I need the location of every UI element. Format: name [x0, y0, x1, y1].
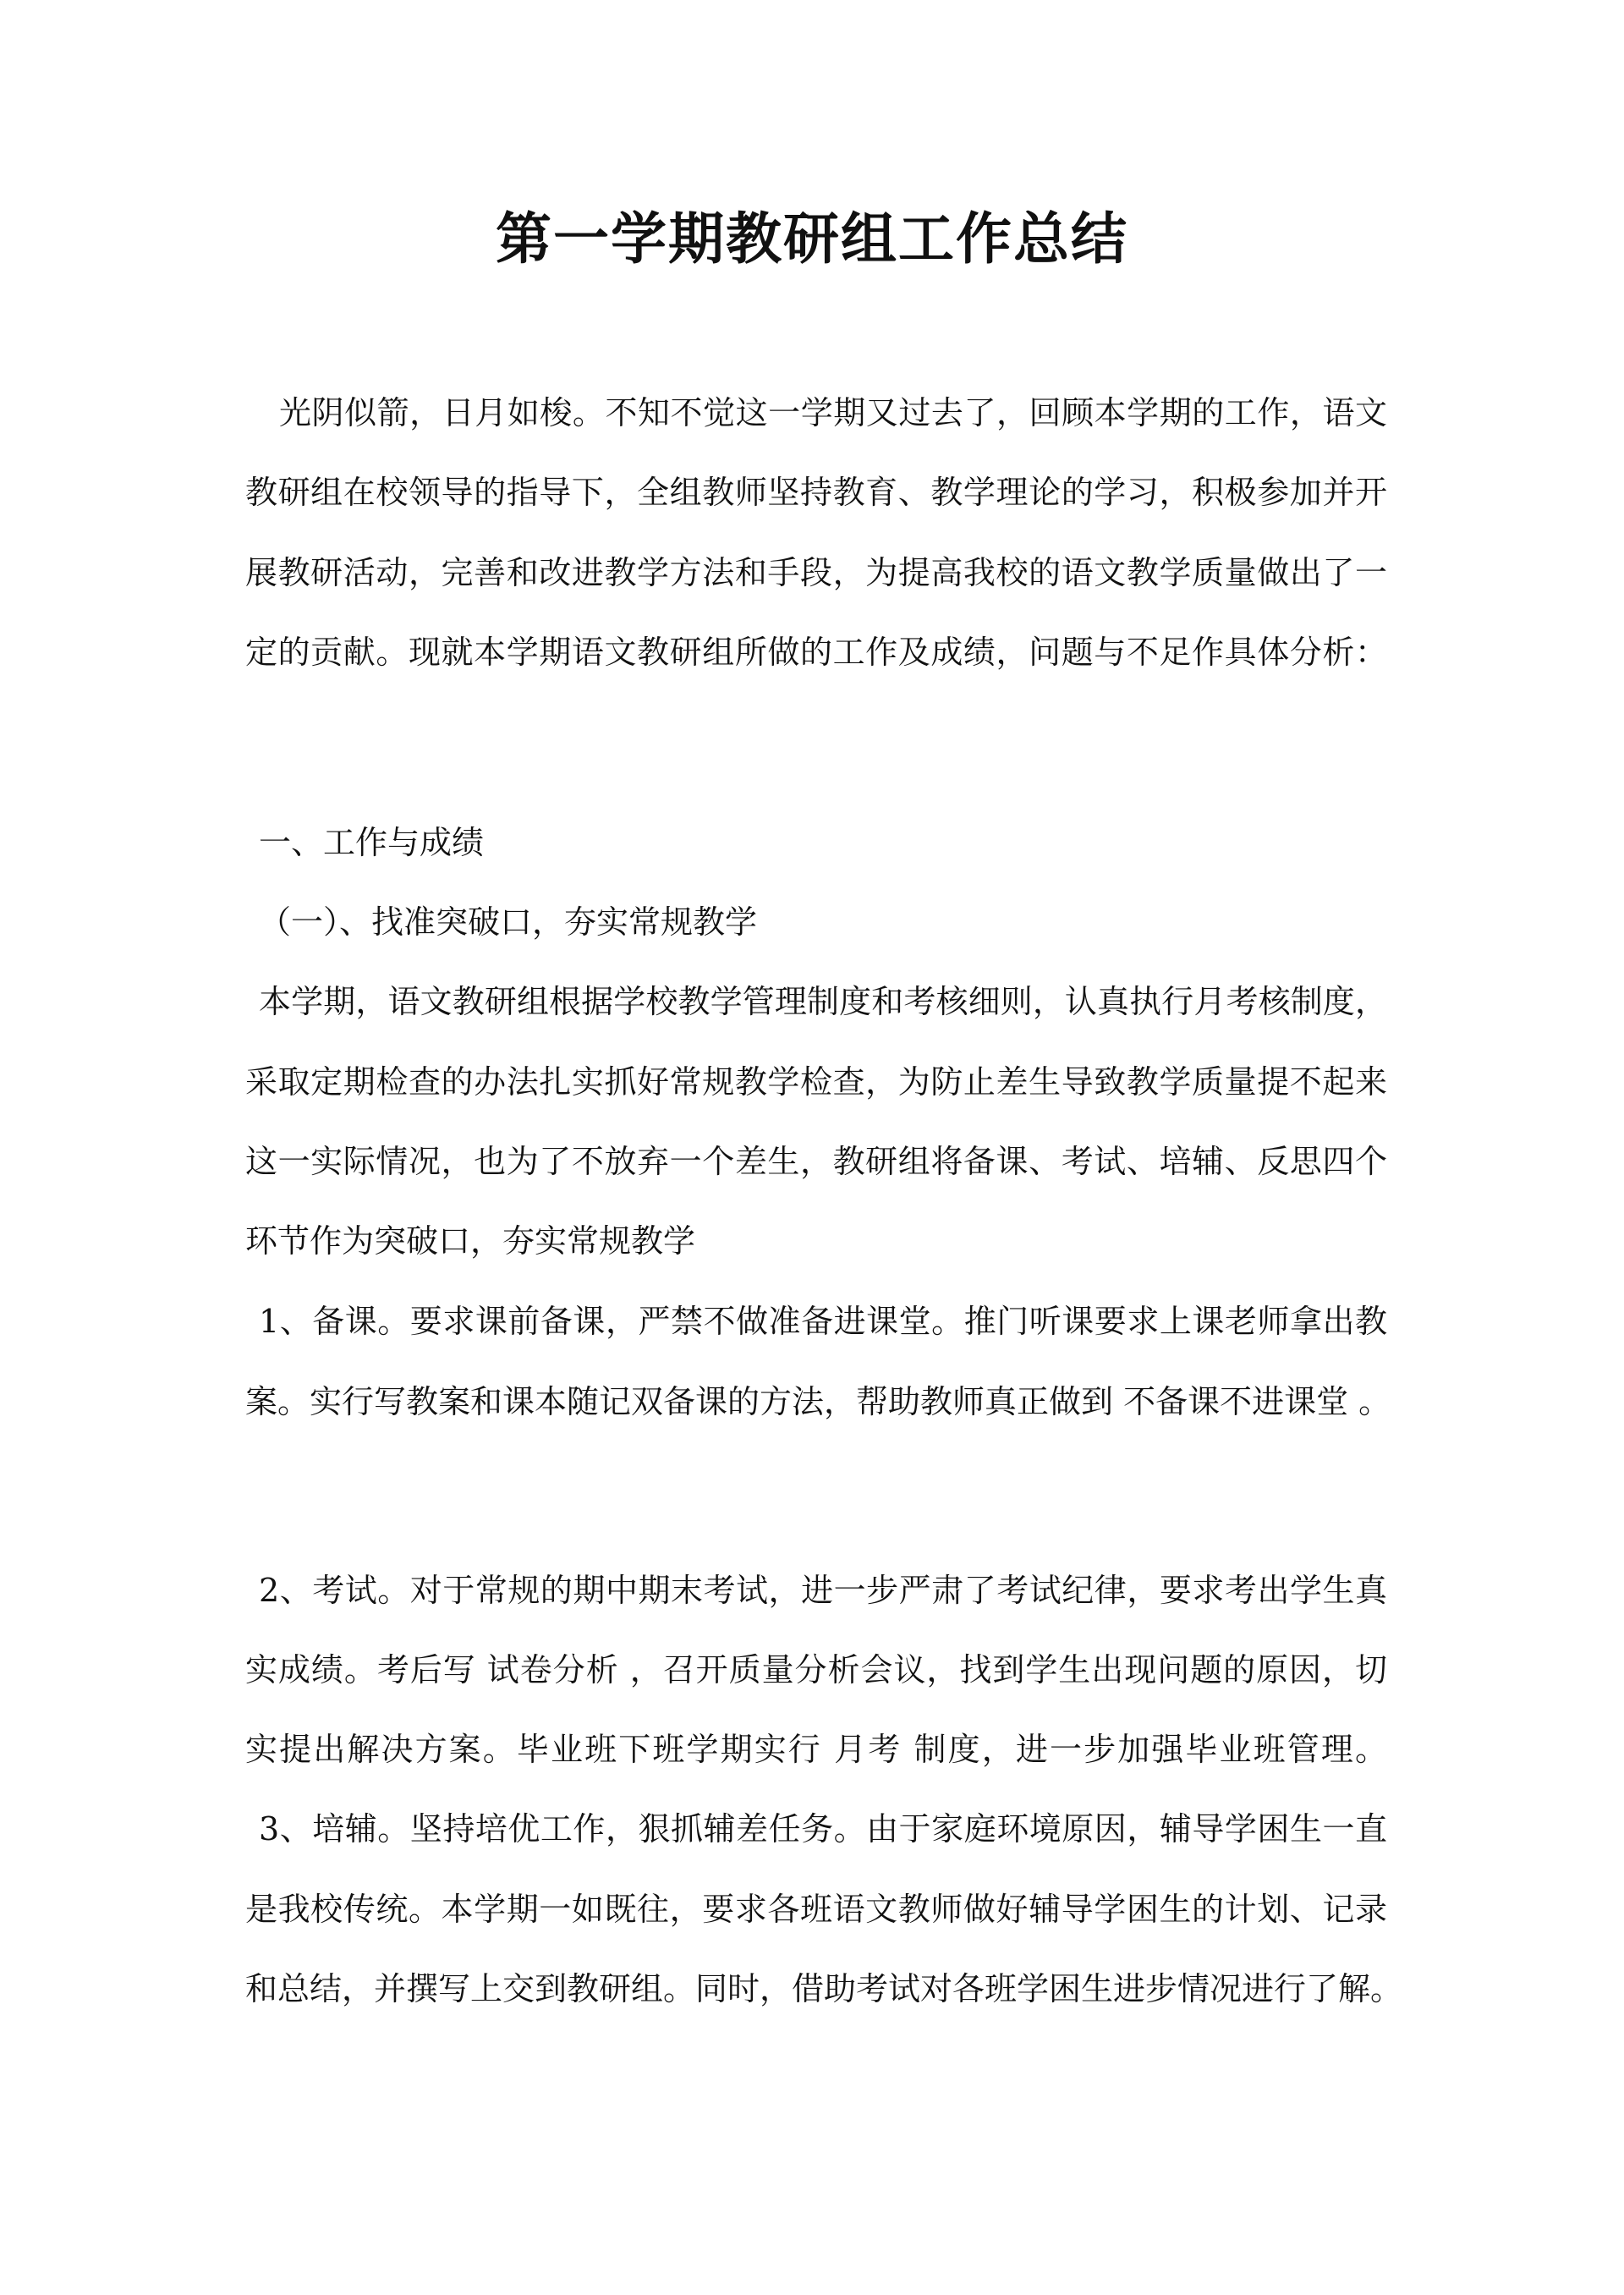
list-item-line: 1、备课。要求课前备课，严禁不做准备进课堂。推门听课要求上课老师拿出教: [259, 1303, 1387, 1340]
list-item-line: 2、考试。对于常规的期中期末考试，进一步严肃了考试纪律，要求考出学生真: [259, 1572, 1387, 1609]
list-item-line: 3、培辅。坚持培优工作，狠抓辅差任务。由于家庭环境原因，辅导学困生一直: [259, 1810, 1387, 1848]
list-item-line: 实成绩。考后写 试卷分析 ，召开质量分析会议，找到学生出现问题的原因，切: [245, 1651, 1387, 1688]
paragraph-line: 展教研活动，完善和改进教学方法和手段，为提高我校的语文教学质量做出了一: [245, 554, 1387, 591]
list-item-line: 实提出解决方案。毕业班下班学期实行 月考 制度，进一步加强毕业班管理。: [245, 1731, 1387, 1768]
paragraph-line: 这一实际情况，也为了不放弃一个差生，教研组将备课、考试、培辅、反思四个: [245, 1143, 1387, 1180]
paragraph-line: 本学期，语文教研组根据学校教学管理制度和考核细则，认真执行月考核制度，: [259, 983, 1387, 1020]
section-heading: 一、工作与成绩: [259, 824, 485, 861]
paragraph-line: 定的贡献。现就本学期语文教研组所做的工作及成绩，问题与不足作具体分析：: [245, 634, 1387, 671]
paragraph-line: 光阴似箭，日月如梭。不知不觉这一学期又过去了，回顾本学期的工作，语文: [279, 394, 1387, 431]
paragraph-line: 环节作为突破口，夯实常规教学: [245, 1222, 696, 1260]
paragraph-line: 采取定期检查的办法扎实抓好常规教学检查，为防止差生导致教学质量提不起来: [245, 1063, 1387, 1101]
document-title: 第一学期教研组工作总结: [496, 206, 1128, 272]
list-item-line: 和总结，并撰写上交到教研组。同时，借助考试对各班学困生进步情况进行了解。: [245, 1970, 1403, 2007]
subsection-heading: （一）、找准突破口，夯实常规教学: [259, 903, 758, 941]
paragraph-line: 教研组在校领导的指导下，全组教师坚持教育、教学理论的学习，积极参加并开: [245, 474, 1387, 511]
list-item-line: 是我校传统。本学期一如既往，要求各班语文教师做好辅导学困生的计划、记录: [245, 1891, 1387, 1928]
list-item-line: 案。实行写教案和课本随记双备课的方法，帮助教师真正做到 不备课不进课堂 。: [245, 1383, 1391, 1420]
